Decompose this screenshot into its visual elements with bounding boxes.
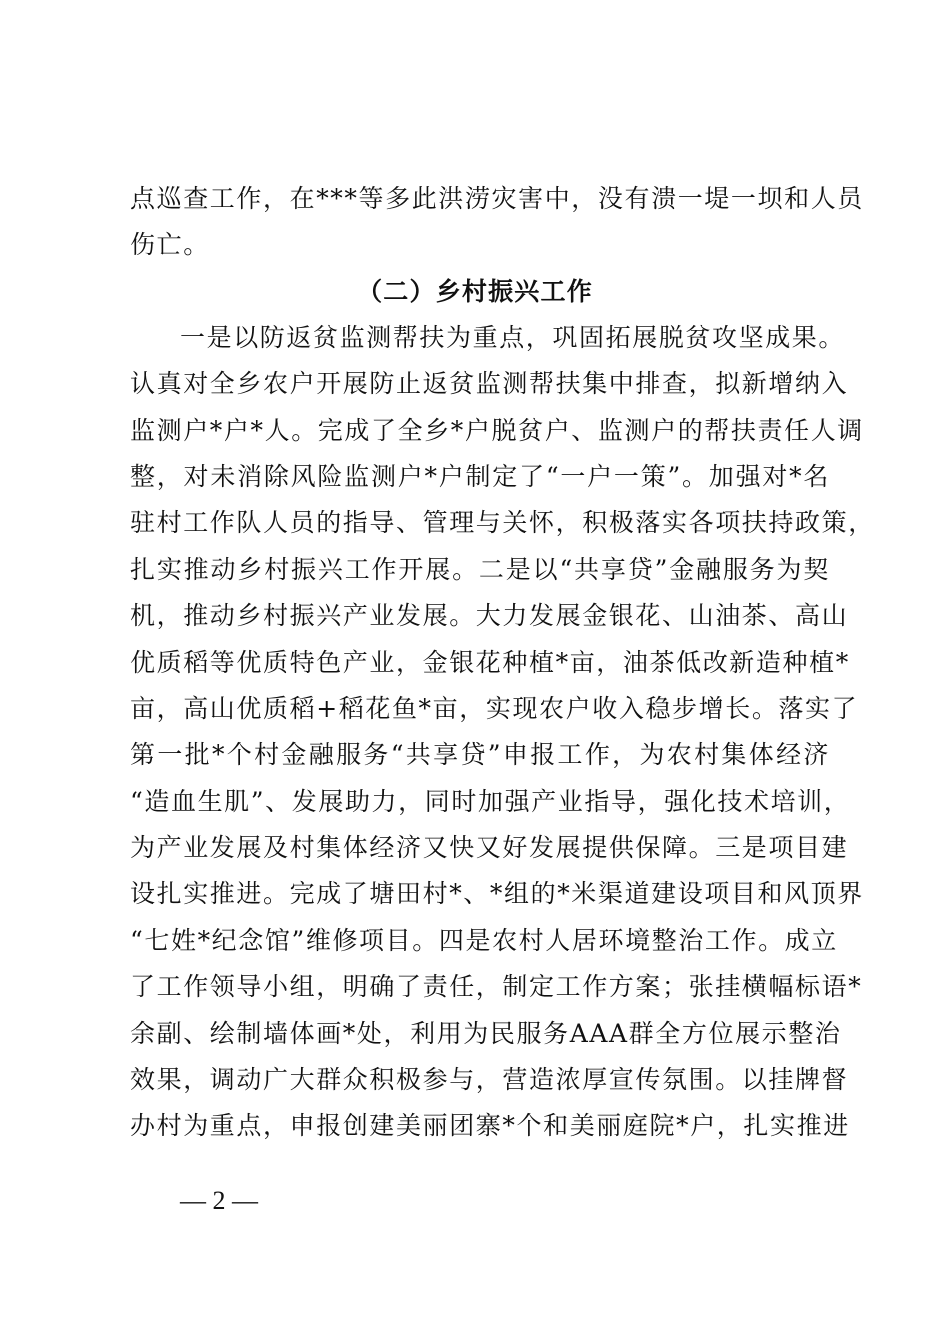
paragraph-2-line-10: 第一批*个村金融服务“共享贷”申报工作，为农村集体经济 (130, 740, 830, 769)
paragraph-2-line-4: 整，对未消除风险监测户*户制定了“一户一策”。加强对*名 (130, 462, 830, 491)
paragraph-2-line-11: “造血生肌”、发展助力，同时加强产业指导，强化技术培训， (130, 787, 851, 816)
paragraph-2-line-9: 亩，高山优质稻+稻花鱼*亩，实现农户收入稳步增长。落实了 (130, 694, 859, 723)
paragraph-2-line-7: 机，推动乡村振兴产业发展。大力发展金银花、山油茶、高山 (130, 601, 849, 630)
section-heading: （二）乡村振兴工作 (357, 277, 593, 306)
paragraph-2-line-16: 余副、绘制墙体画*处，利用为民服务AAA群全方位展示整治 (130, 1019, 842, 1048)
paragraph-2-line-14: “七姓*纪念馆”维修项目。四是农村人居环境整治工作。成立 (130, 926, 838, 955)
paragraph-1-line-1: 点巡查工作，在***等多此洪涝灾害中，没有溃一堤一坝和人员 (130, 184, 864, 213)
paragraph-2-line-15: 了工作领导小组，明确了责任，制定工作方案；张挂横幅标语* (130, 972, 863, 1001)
paragraph-2-line-3: 监测户*户*人。完成了全乡*户脱贫户、监测户的帮扶责任人调 (130, 416, 864, 445)
paragraph-2-line-17: 效果，调动广大群众积极参与，营造浓厚宣传氛围。以挂牌督 (130, 1065, 849, 1094)
paragraph-2-line-6: 扎实推动乡村振兴工作开展。二是以“共享贷”金融服务为契 (130, 555, 830, 584)
paragraph-2-line-2: 认真对全乡农户开展防止返贫监测帮扶集中排查，拟新增纳入 (130, 369, 849, 398)
paragraph-2-line-13: 设扎实推进。完成了塘田村*、*组的*米渠道建设项目和风顶界 (130, 879, 864, 908)
paragraph-2-line-5: 驻村工作队人员的指导、管理与关怀，积极落实各项扶持政策， (130, 508, 875, 537)
paragraph-2-line-1: 一是以防返贫监测帮扶为重点，巩固拓展脱贫攻坚成果。 (180, 323, 846, 352)
page-number: — 2 — (180, 1186, 258, 1215)
paragraph-2-line-18: 办村为重点，申报创建美丽团寨*个和美丽庭院*户，扎实推进 (130, 1111, 850, 1140)
paragraph-1-line-2: 伤亡。 (130, 230, 210, 259)
paragraph-2-line-12: 为产业发展及村集体经济又快又好发展提供保障。三是项目建 (130, 833, 849, 862)
paragraph-2-line-8: 优质稻等优质特色产业，金银花种植*亩，油茶低改新造种植* (130, 648, 850, 677)
